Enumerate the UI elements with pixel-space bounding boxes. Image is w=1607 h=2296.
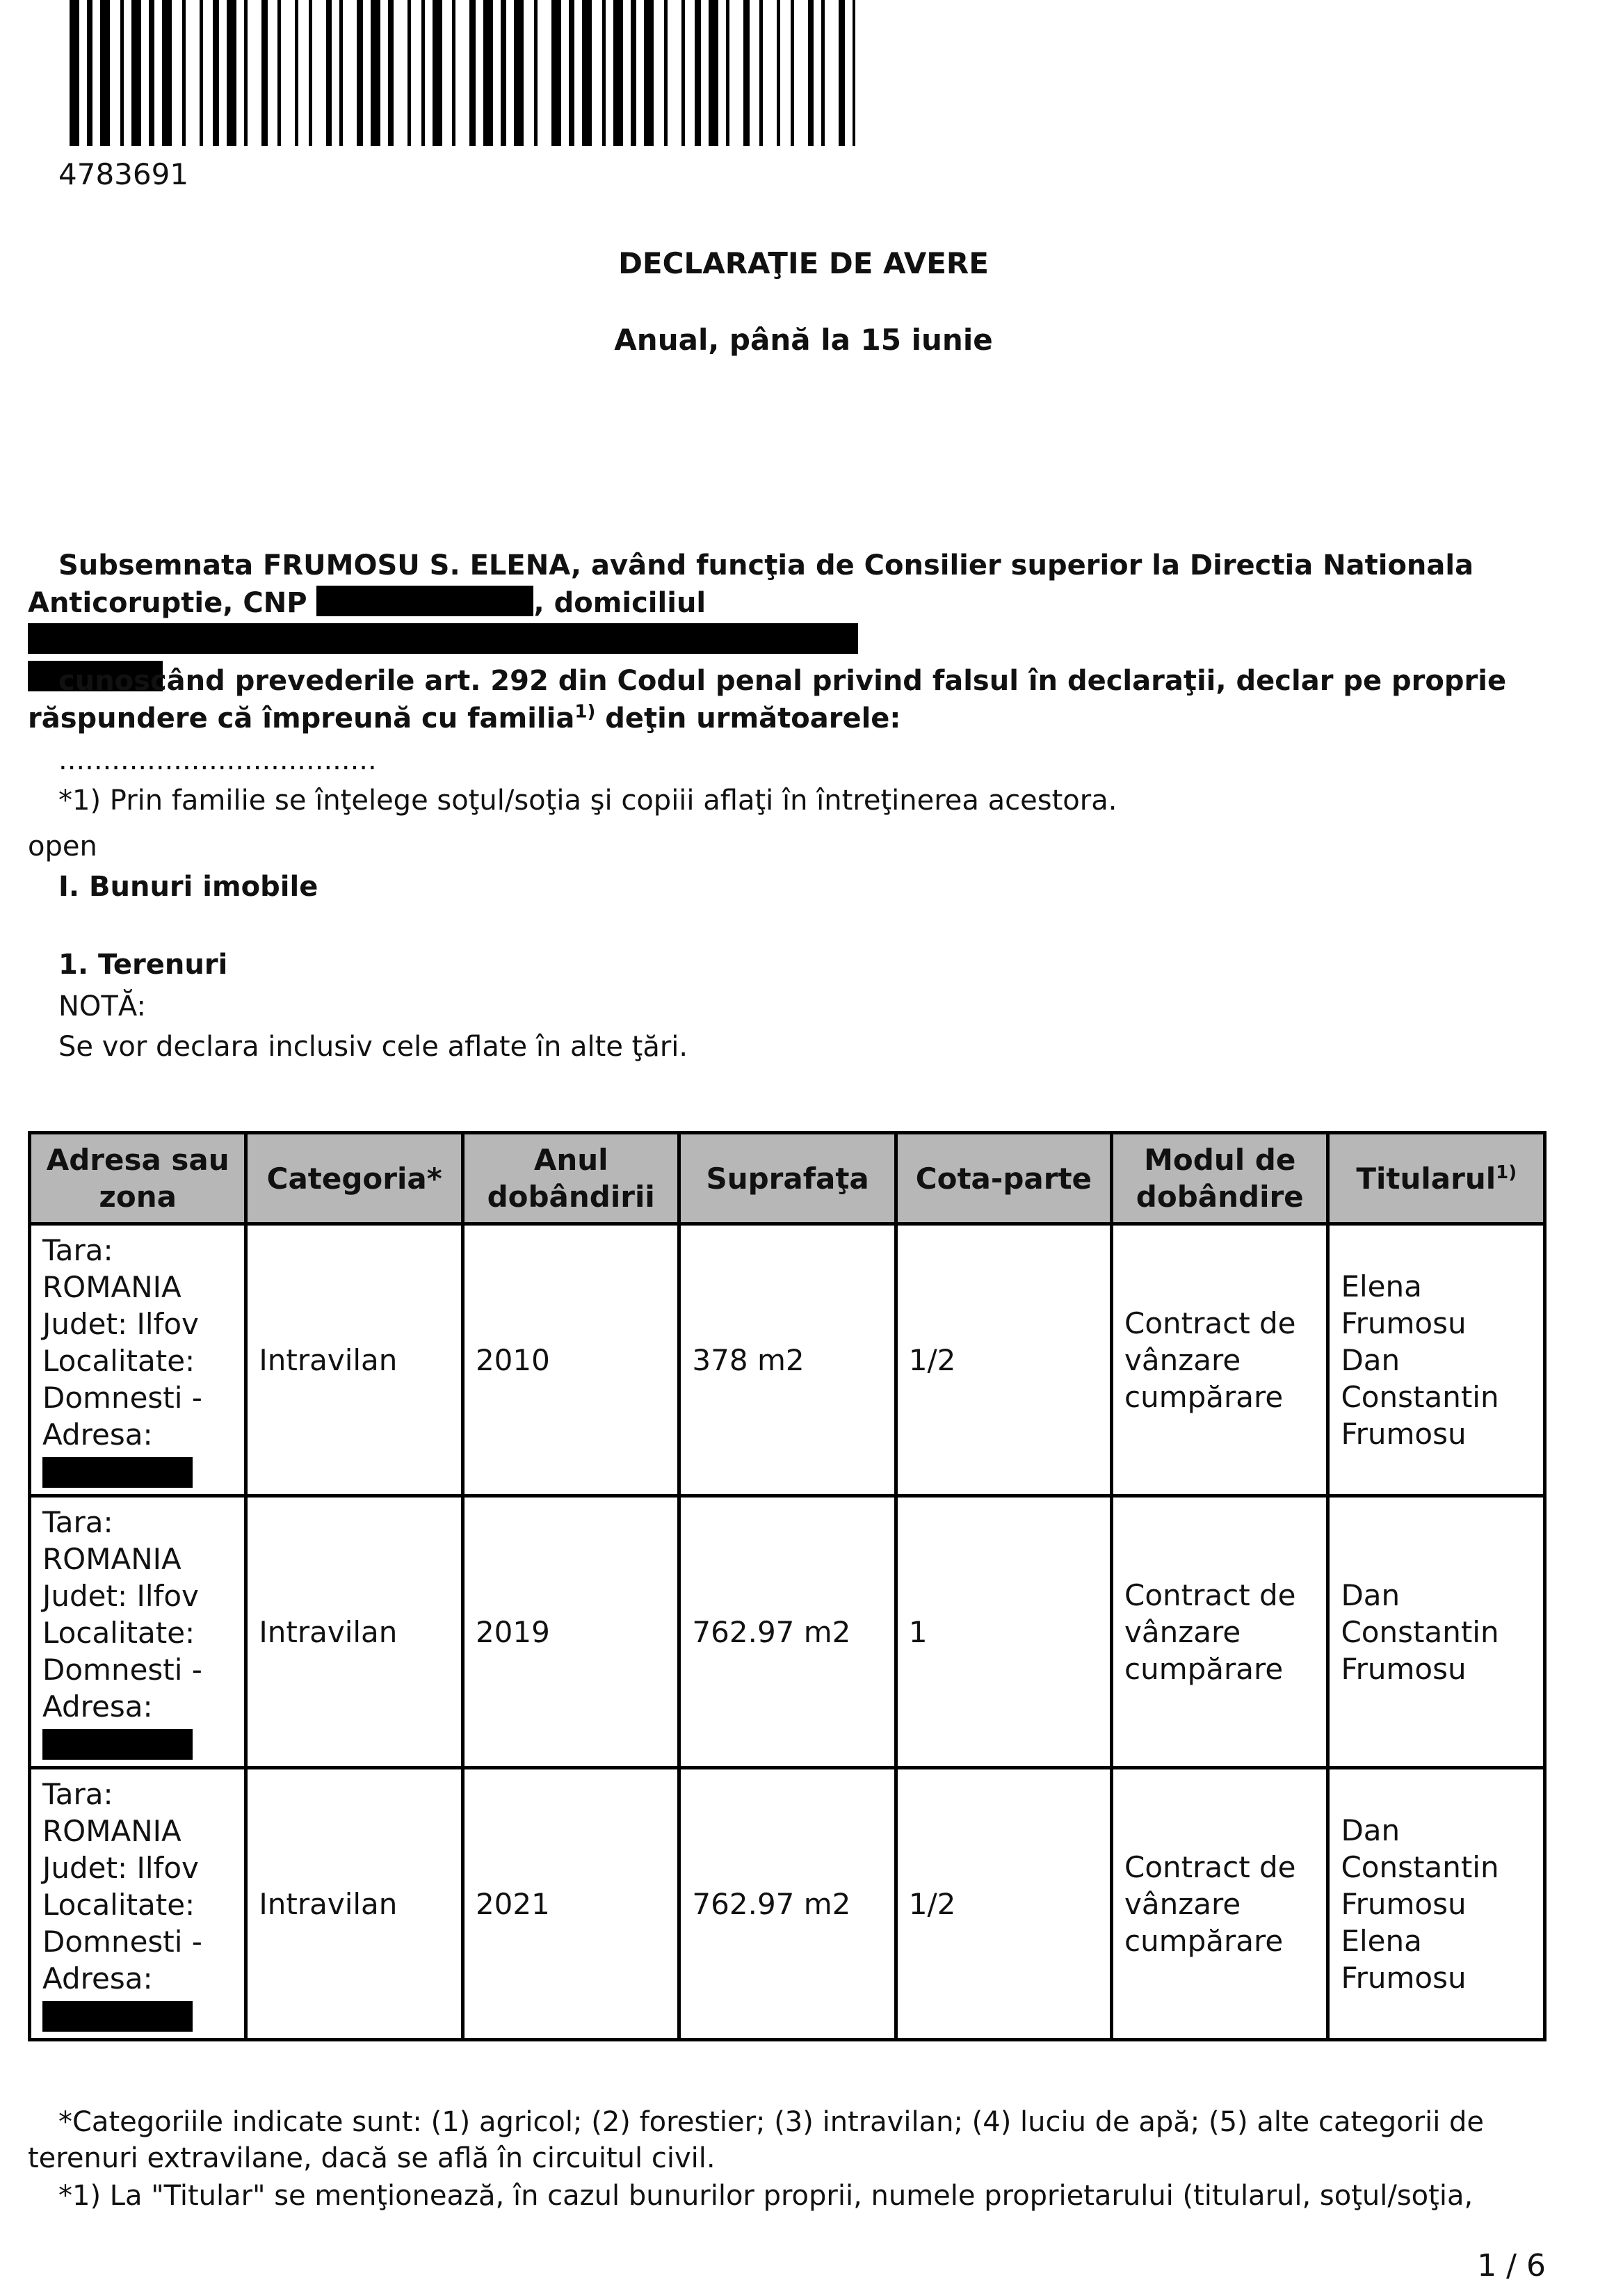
cell-mode [1112, 1768, 1328, 2040]
cell-area: 762.97 m2 [679, 1496, 896, 1768]
cell-line: Adresa: [42, 1418, 153, 1452]
cell-year: 2010 [462, 1224, 679, 1496]
barcode-bar [421, 0, 425, 146]
dots-line: .................................... [58, 744, 377, 776]
cell-year: 2019 [462, 1496, 679, 1768]
barcode-bar [759, 0, 763, 146]
barcode-bar [483, 0, 493, 146]
cell-line: Elena [1341, 1269, 1422, 1303]
header-category: Categoria* [246, 1133, 463, 1224]
cell-line: Constantin [1341, 1379, 1499, 1414]
document-title: DECLARAŢIE DE AVERE [618, 246, 989, 280]
header-holder: Titularul$^{1)}$ [1328, 1133, 1545, 1224]
barcode-bar [213, 0, 219, 146]
cell-holder [1328, 1768, 1545, 2040]
cell-category: Intravilan [246, 1768, 463, 2040]
barcode-bar [388, 0, 394, 146]
barcode-bar [200, 0, 203, 146]
cell-share: 1/2 [896, 1768, 1111, 2040]
cell-holder [1328, 1224, 1545, 1496]
cell-year: 2021 [462, 1768, 679, 2040]
header-area: Suprafaţa [679, 1133, 896, 1224]
page-number: 1 / 6 [1477, 2248, 1546, 2283]
cell-holder [1328, 1496, 1545, 1768]
declaration-line-2: răspundere că împreună cu familia$^{1)}$ deţin următoarele: [28, 701, 901, 734]
barcode-bar [87, 0, 92, 146]
cell-line: Constantin [1341, 1849, 1499, 1884]
barcode-bar [681, 0, 685, 146]
cell-line: Contract de [1124, 1849, 1296, 1884]
cell-address [30, 1496, 246, 1768]
barcode-bar [407, 0, 411, 146]
barcode-bar [808, 0, 814, 146]
cell-line: Tara: [42, 1233, 113, 1267]
header-address: Adresa sau zona [30, 1133, 246, 1224]
section-heading: I. Bunuri imobile [58, 871, 318, 903]
barcode-bar [433, 0, 442, 146]
table-row [30, 1224, 1545, 1496]
barcode-bar [244, 0, 248, 146]
barcode-bar [162, 0, 172, 146]
barcode-bar [582, 0, 592, 146]
address-redaction [42, 2001, 193, 2032]
barcode-bar [514, 0, 524, 146]
barcode-bar [743, 0, 750, 146]
cell-area: 378 m2 [679, 1224, 896, 1496]
barcode [70, 0, 855, 146]
cell-mode [1112, 1224, 1328, 1496]
cell-line: Frumosu [1341, 1416, 1467, 1451]
cell-line: Judet: Ilfov [42, 1579, 199, 1613]
open-marker: open [28, 830, 97, 862]
cell-line: vânzare [1124, 1886, 1241, 1921]
cell-line: Frumosu [1341, 1886, 1467, 1921]
barcode-bar [534, 0, 538, 146]
barcode-bar [501, 0, 506, 146]
barcode-bar [613, 0, 623, 146]
cell-line: Dan [1341, 1342, 1400, 1377]
barcode-bar [695, 0, 701, 146]
cell-line: cumpărare [1124, 1651, 1284, 1686]
header-share: Cota-parte [896, 1133, 1111, 1224]
cell-line: Adresa: [42, 1689, 153, 1724]
cell-category: Intravilan [246, 1496, 463, 1768]
address-redaction [42, 1457, 193, 1488]
barcode-bar [839, 0, 845, 146]
barcode-bar [452, 0, 455, 146]
barcode-bar [295, 0, 298, 146]
categories-footnote-1: *Categoriile indicate sunt: (1) agricol; (2) forestier; (3) intravilan; (4) luciu de apă; (5) alte categorii de [58, 2106, 1485, 2138]
declaration-paragraph [28, 662, 1544, 737]
cell-line: Localitate: [42, 1616, 195, 1650]
header-mode: Modul de dobândire [1112, 1133, 1328, 1224]
barcode-bar [791, 0, 794, 146]
barcode-bar [309, 0, 312, 146]
barcode-bar [853, 0, 855, 146]
cell-line: Domnesti - [42, 1925, 202, 1959]
cell-line: Tara: [42, 1777, 113, 1811]
cell-share: 1 [896, 1496, 1111, 1768]
barcode-bar [70, 0, 79, 146]
barcode-bar [551, 0, 561, 146]
barcode-bar [100, 0, 110, 146]
barcode-bar [182, 0, 186, 146]
cnp-redaction [316, 586, 533, 616]
cell-line: Adresa: [42, 1961, 153, 1996]
intro-line-2 [28, 584, 1544, 659]
cell-line: Frumosu [1341, 1651, 1467, 1686]
cell-line: Frumosu [1341, 1960, 1467, 1995]
address-redaction [42, 1729, 193, 1760]
barcode-bar [726, 0, 729, 146]
cell-line: vânzare [1124, 1342, 1241, 1377]
cell-line: vânzare [1124, 1614, 1241, 1649]
barcode-bar [664, 0, 668, 146]
barcode-bar [261, 0, 268, 146]
barcode-bar [357, 0, 363, 146]
cell-line: ROMANIA [42, 1270, 181, 1304]
note-text: Se vor declara inclusiv cele aflate în alte ţări. [58, 1031, 688, 1063]
cell-line: ROMANIA [42, 1814, 181, 1848]
cell-line: Contract de [1124, 1306, 1296, 1340]
cell-line: Domnesti - [42, 1381, 202, 1415]
domiciliu-label: , domiciliul [533, 587, 706, 619]
cell-address [30, 1768, 246, 2040]
barcode-bar [709, 0, 718, 146]
intro-line-1: Subsemnata FRUMOSU S. ELENA, având funcţia de Consilier superior la Directia Nationala [58, 549, 1474, 581]
header-year: Anul dobândirii [462, 1133, 679, 1224]
cnp-label: Anticoruptie, CNP [28, 587, 307, 619]
cell-line: Dan [1341, 1813, 1400, 1847]
cell-area: 762.97 m2 [679, 1768, 896, 2040]
cell-line: Tara: [42, 1505, 113, 1539]
barcode-bar [644, 0, 654, 146]
cell-line: Domnesti - [42, 1653, 202, 1687]
barcode-bar [602, 0, 606, 146]
barcode-bar [371, 0, 380, 146]
barcode-bar [339, 0, 343, 146]
barcode-bar [326, 0, 332, 146]
barcode-bar [631, 0, 636, 146]
cell-mode [1112, 1496, 1328, 1768]
cell-line: Localitate: [42, 1888, 195, 1922]
cell-line: Constantin [1341, 1614, 1499, 1649]
table-header-row [30, 1133, 1545, 1224]
barcode-bar [821, 0, 825, 146]
barcode-bar [277, 0, 281, 146]
barcode-number: 4783691 [58, 157, 189, 191]
cell-line: Elena [1341, 1923, 1422, 1958]
footnote-ref: 1) [574, 701, 596, 723]
cell-line: ROMANIA [42, 1542, 181, 1576]
table-row [30, 1496, 1545, 1768]
barcode-bar [569, 0, 574, 146]
cell-share: 1/2 [896, 1224, 1111, 1496]
table-row [30, 1768, 1545, 2040]
declaration-line-1: cunoscând prevederile art. 292 din Codul penal privind falsul în declaraţii, declar pe proprie [58, 665, 1507, 697]
cell-line: cumpărare [1124, 1379, 1284, 1414]
address-redaction [28, 623, 858, 654]
cell-line: Contract de [1124, 1578, 1296, 1612]
barcode-bar [131, 0, 141, 146]
family-footnote: *1) Prin familie se înţelege soţul/soţia şi copiii aflaţi în întreţinerea acestora. [58, 785, 1117, 817]
cell-line: cumpărare [1124, 1923, 1284, 1958]
document-subtitle: Anual, până la 15 iunie [614, 323, 993, 357]
cell-category: Intravilan [246, 1224, 463, 1496]
cell-address [30, 1224, 246, 1496]
titular-footnote: *1) La "Titular" se menţionează, în cazul bunurilor proprii, numele proprietarului (titularul, soţul/soţia, [58, 2180, 1473, 2212]
cell-line: Localitate: [42, 1344, 195, 1378]
barcode-bar [469, 0, 476, 146]
subsection-heading: 1. Terenuri [58, 949, 228, 981]
terenuri-table [28, 1131, 1547, 2041]
cell-line: Judet: Ilfov [42, 1307, 199, 1341]
barcode-bar [227, 0, 236, 146]
cell-line: Dan [1341, 1578, 1400, 1612]
note-label: NOTĂ: [58, 990, 146, 1022]
barcode-bar [777, 0, 780, 146]
categories-footnote-2: terenuri extravilane, dacă se află în circuitul civil. [28, 2142, 716, 2174]
cell-line: Judet: Ilfov [42, 1851, 199, 1885]
barcode-bar [149, 0, 154, 146]
barcode-bar [120, 0, 124, 146]
cell-line: Frumosu [1341, 1306, 1467, 1340]
